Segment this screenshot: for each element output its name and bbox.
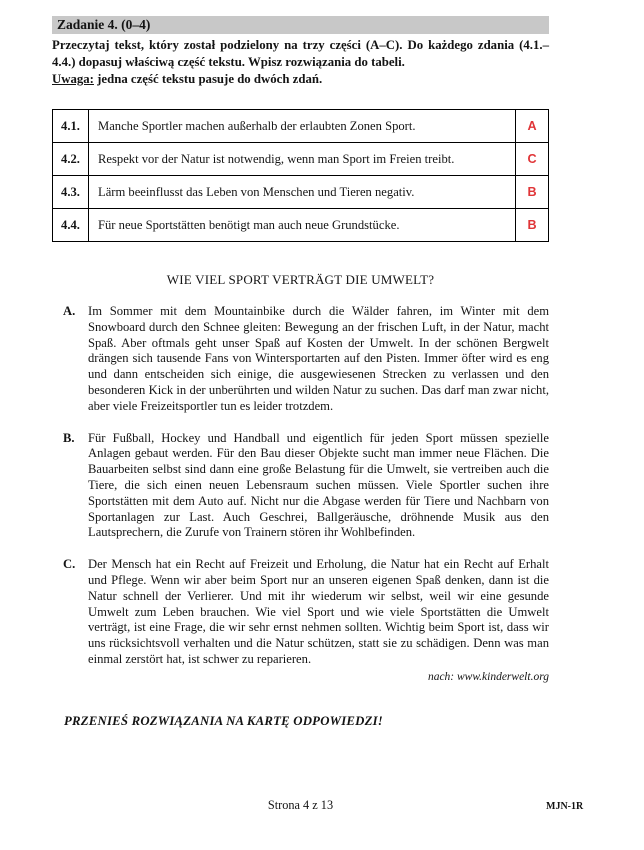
answer-cell: B [516,176,549,209]
answer-cell: C [516,143,549,176]
section-text: Für Fußball, Hockey und Handball und eigentlich für jeden Sport müssen spezielle Anlagen gebaut werden. Für den Bau dieser Objekte sucht man immer neue Flächen. Die Bauarbeiten selbst sind dann eine große Belastung für die Umwelt, sie vertreiben auch die Tiere, die sich einen neuen Lebensraum suchen müssen. Viele Sportler suchen ihre Sportstätten mit dem Auto auf. Nicht nur die Abgase werden für Tiere und Nachbarn von Sportanlagen zur Last. Auch Geschrei, Ballgeräusche, dröhnende Musik aus den Lautsprechern, die Zurufe von Trainern stören ihr Wohlbefinden. [88,430,549,540]
instructions-text: Przeczytaj tekst, który został podzielony na trzy części (A–C). Do każdego zdania (4.1.–4.4.) dopasuj właściwą część tekstu. Wpisz rozwiązania do tabeli. [52,38,549,69]
table-row [53,209,549,242]
reading-title: WIE VIEL SPORT VERTRÄGT DIE UMWELT? [166,272,435,287]
table-row [53,143,549,176]
task-title-bar [52,16,549,34]
exam-code: MJN-1R [546,801,584,812]
note-label: Uwaga: [52,72,94,86]
table-row [53,176,549,209]
statement-text: Für neue Sportstätten benötigt man auch neue Grundstücke. [89,209,516,242]
section-text: Im Sommer mit dem Mountainbike durch die Wälder fahren, im Winter mit dem Snowboard durch den Schnee gleiten: Bewegung an der frischen Luft, in der Natur, macht Spaß. Aber oftmals geht unser Spaß auf Kosten der Umwelt. In der schönen Bergwelt drängen sich tausende Fans von Wintersportarten auf den Pisten. Immer öfter wird es eng und dann entscheiden sich einige, die ausgewiesenen Strecken zu verlassen und den besonderen Kick in der unberührten und wilden Natur zu suchen. Das darf man zwar nicht, aber viele Freizeitsportler tun es leider trotzdem. [88,304,549,413]
task-note [52,71,549,88]
section-label: B. [63,430,75,445]
statement-text: Lärm beeinflusst das Leben von Menschen und Tieren negativ. [89,176,516,209]
page-content [52,16,549,729]
statement-number: 4.2. [53,143,89,176]
statement-number: 4.3. [53,176,89,209]
reading-section-c [52,557,549,668]
source-attribution: nach: www.kinderwelt.org [427,670,549,683]
table-row [53,110,549,143]
answer-cell: B [516,209,549,242]
task-title: Zadanie 4. (0–4) [57,17,151,32]
transfer-instruction: PRZENIEŚ ROZWIĄZANIA NA KARTĘ ODPOWIEDZI! [64,713,383,728]
section-label: A. [63,304,76,318]
answer-cell: A [516,110,549,143]
matching-table [52,109,549,242]
statement-text: Manche Sportler machen außerhalb der erlaubten Zonen Sport. [89,110,516,143]
statement-number: 4.1. [53,110,89,143]
reading-section-b [52,431,549,542]
statement-number: 4.4. [53,209,89,242]
task-instructions [52,37,549,71]
section-label: C. [63,557,76,572]
note-text: jedna część tekstu pasuje do dwóch zdań. [93,72,323,86]
statement-text: Respekt vor der Natur ist notwendig, wenn man Sport im Freien treibt. [89,143,516,176]
section-text: Der Mensch hat ein Recht auf Freizeit und Erholung, die Natur hat ein Recht auf Erhalt und Pflege. Wenn wir aber beim Sport nur an unseren eigenen Spaß denken, dann ist die Natur schnell der Verlierer. Und mit ihr wiederum wir selbst, weil wir eine gesunde Umwelt zum Leben brauchen. Wie viel Sport und wie viele Sportstätten die Umwelt verträgt, ist eine Frage, die wir sehr ernst nehmen sollten. Wichtig beim Sport ist, dass wir uns rücksichtsvoll verhalten und die Natur schützen, statt sie zu schädigen. Denn was man einmal zerstört hat, ist schwer zu reparieren. [88,557,549,666]
reading-section-a [52,304,549,415]
page-number: Strona 4 z 13 [267,798,334,812]
